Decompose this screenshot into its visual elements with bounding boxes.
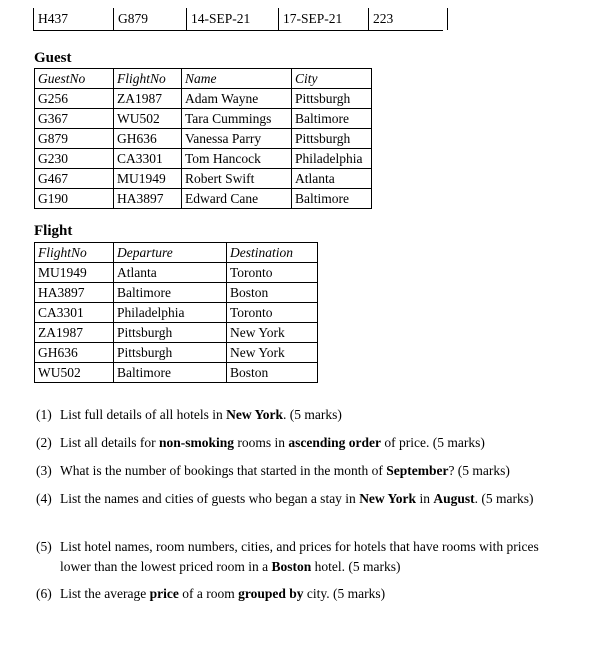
guest-title: Guest (34, 50, 72, 66)
question-number: (6) (36, 586, 52, 601)
question-run: List hotel names, room numbers, cities, and prices for hotels that have rooms with prices lower than the lowest priced room in a (60, 539, 539, 574)
table-row (35, 189, 372, 209)
question-run: ? (5 marks) (448, 463, 510, 478)
question-run: hotel. (5 marks) (311, 559, 401, 574)
question-text (36, 405, 556, 425)
flight-cell: Baltimore (114, 283, 227, 303)
question-3 (36, 461, 556, 481)
flight-cell: New York (227, 343, 318, 363)
table-row (35, 89, 372, 109)
question-number: (1) (36, 407, 52, 422)
flight-cell: ZA1987 (35, 323, 114, 343)
top-cell-hotel: H437 (33, 8, 114, 30)
guest-cell: G230 (35, 149, 114, 169)
flight-table (34, 242, 318, 383)
guest-cell: G367 (35, 109, 114, 129)
guest-cell: Pittsburgh (292, 129, 372, 149)
question-number: (3) (36, 463, 52, 478)
question-number: (5) (36, 539, 52, 554)
flight-header-departure: Departure (114, 243, 227, 263)
flight-cell: Toronto (227, 303, 318, 323)
table-row (35, 263, 318, 283)
guest-cell: Atlanta (292, 169, 372, 189)
table-row (35, 303, 318, 323)
top-cell-room: 223 (368, 8, 448, 30)
question-run: . (5 marks) (282, 407, 342, 422)
flight-cell: CA3301 (35, 303, 114, 323)
flight-title: Flight (34, 223, 73, 239)
table-row (35, 363, 318, 383)
question-emphasis: non-smoking (158, 435, 235, 450)
question-run: List the names and cities of guests who began a stay in (60, 491, 360, 506)
table-row (35, 323, 318, 343)
guest-cell: HA3897 (114, 189, 182, 209)
guest-cell: Robert Swift (182, 169, 292, 189)
top-row-bottom-border (33, 30, 443, 31)
guest-cell: Vanessa Parry (182, 129, 292, 149)
question-5 (36, 537, 556, 577)
question-1 (36, 405, 556, 425)
flight-cell: Philadelphia (114, 303, 227, 323)
table-row (35, 129, 372, 149)
question-emphasis: Boston (271, 559, 312, 574)
question-text (36, 461, 556, 481)
guest-cell: Philadelphia (292, 149, 372, 169)
question-run: List the average (60, 586, 150, 601)
question-emphasis: ascending order (288, 435, 382, 450)
guest-cell: Adam Wayne (182, 89, 292, 109)
question-number: (2) (36, 435, 52, 450)
guest-cell: WU502 (114, 109, 182, 129)
guest-cell: G190 (35, 189, 114, 209)
question-run: rooms in (234, 435, 289, 450)
guest-header-city: City (292, 69, 372, 89)
guest-header-flightno: FlightNo (114, 69, 182, 89)
question-text (36, 433, 556, 453)
flight-header-flightno: FlightNo (35, 243, 114, 263)
table-row (35, 343, 318, 363)
flight-cell: New York (227, 323, 318, 343)
question-text (36, 537, 556, 577)
question-run: in (416, 491, 434, 506)
question-number: (4) (36, 491, 52, 506)
question-emphasis: grouped by (238, 586, 304, 601)
guest-cell: CA3301 (114, 149, 182, 169)
question-run: city. (5 marks) (303, 586, 386, 601)
question-run: What is the number of bookings that started in the month of (60, 463, 387, 478)
flight-cell: Baltimore (114, 363, 227, 383)
guest-cell: Tara Cummings (182, 109, 292, 129)
question-emphasis: September (386, 463, 449, 478)
guest-table (34, 68, 372, 209)
flight-cell: MU1949 (35, 263, 114, 283)
guest-cell: Tom Hancock (182, 149, 292, 169)
guest-header-guestno: GuestNo (35, 69, 114, 89)
table-row (35, 169, 372, 189)
flight-cell: Pittsburgh (114, 323, 227, 343)
top-cell-date-to: 17-SEP-21 (278, 8, 369, 30)
question-run: List full details of all hotels in (60, 407, 227, 422)
question-emphasis: New York (226, 407, 283, 422)
flight-header-destination: Destination (227, 243, 318, 263)
table-row (35, 149, 372, 169)
question-run: List all details for (60, 435, 159, 450)
question-run: of a room (178, 586, 239, 601)
guest-cell: G467 (35, 169, 114, 189)
question-text (36, 584, 556, 604)
question-run: of price. (5 marks) (381, 435, 485, 450)
flight-cell: Toronto (227, 263, 318, 283)
flight-cell: Boston (227, 363, 318, 383)
top-cell-date-from: 14-SEP-21 (186, 8, 279, 30)
table-row (35, 109, 372, 129)
guest-cell: Baltimore (292, 109, 372, 129)
flight-cell: Boston (227, 283, 318, 303)
guest-header-name: Name (182, 69, 292, 89)
flight-cell: GH636 (35, 343, 114, 363)
flight-cell: Pittsburgh (114, 343, 227, 363)
question-run: . (5 marks) (474, 491, 534, 506)
flight-cell: Atlanta (114, 263, 227, 283)
guest-cell: G879 (35, 129, 114, 149)
guest-cell: G256 (35, 89, 114, 109)
question-4 (36, 489, 556, 509)
question-emphasis: price (149, 586, 179, 601)
table-row (35, 283, 318, 303)
flight-header-row (35, 243, 318, 263)
question-6 (36, 584, 556, 604)
guest-cell: GH636 (114, 129, 182, 149)
top-cell-guest: G879 (113, 8, 186, 30)
flight-cell: HA3897 (35, 283, 114, 303)
flight-cell: WU502 (35, 363, 114, 383)
question-emphasis: August (433, 491, 475, 506)
question-2 (36, 433, 556, 453)
guest-cell: Pittsburgh (292, 89, 372, 109)
question-text (36, 489, 556, 509)
guest-cell: ZA1987 (114, 89, 182, 109)
guest-cell: Baltimore (292, 189, 372, 209)
guest-header-row (35, 69, 372, 89)
guest-cell: MU1949 (114, 169, 182, 189)
guest-cell: Edward Cane (182, 189, 292, 209)
question-emphasis: New York (359, 491, 417, 506)
